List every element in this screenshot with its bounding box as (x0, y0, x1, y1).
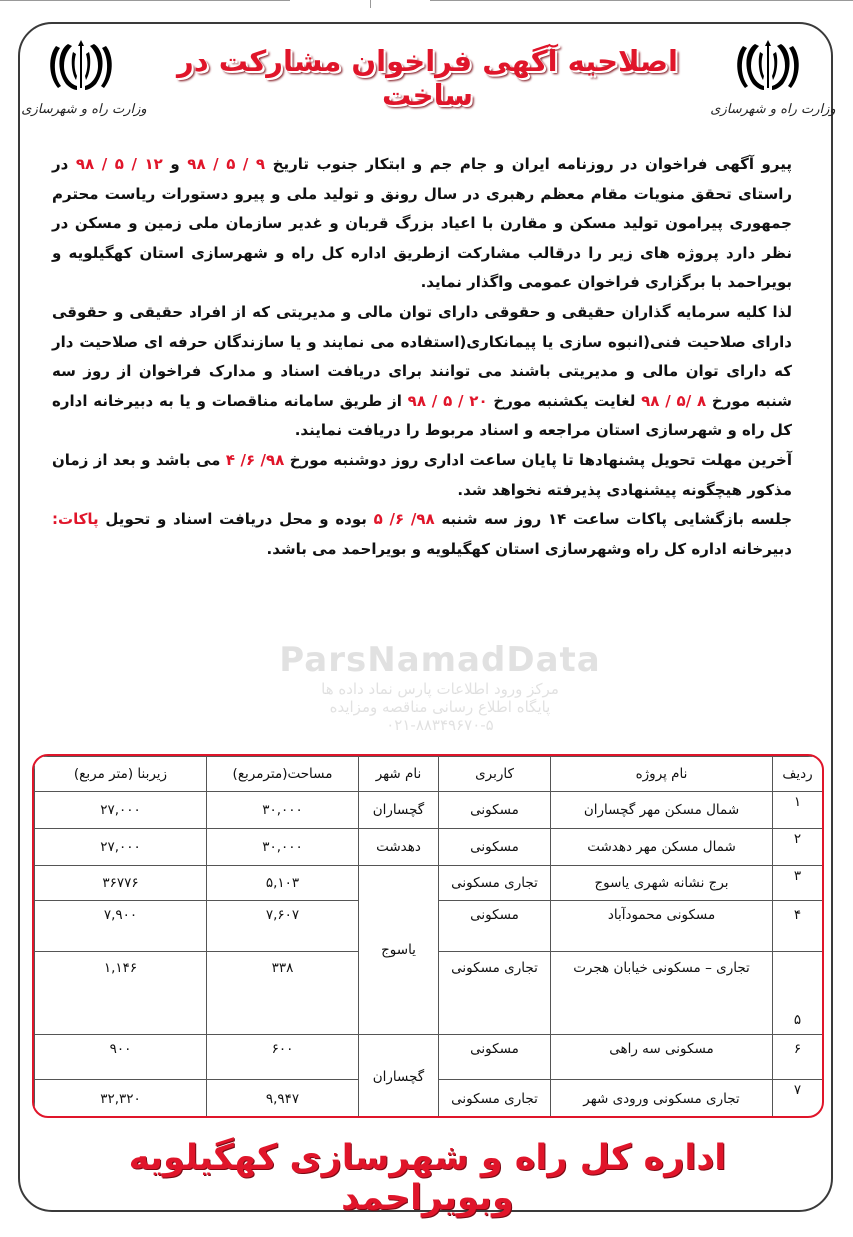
project-built: ۲۷,۰۰۰ (35, 792, 207, 829)
watermark-phone: ۰۲۱-۸۸۳۴۹۶۷۰-۵ (386, 716, 494, 734)
project-usage: تجاری مسکونی (439, 952, 551, 1035)
paragraph-2: لذا کلیه سرمایه گذاران حقیقی و حقوقی دارای توان مالی و مدیریتی که از افراد حقیقی و حقوقی دارای صلاحیت فنی(انبوه سازی یا پیمانکاری(استفاده می نمایند و یا سازندگان حرفه ای صلاحیت دار که دارای توان مالی و مدیریتی باشند می توانند برای دریافت اسناد و مدارک فراخوان از روز سه شنبه مورخ ۸ /۵ / ۹۸ لغایت یکشنبه مورخ ۲۰ / ۵ / ۹۸ از طریق سامانه مناقصات و یا به دبیرخانه اداره کل راه و شهرسازی استان مراجعه و اسناد مربوط را دریافت نمایند. (52, 302, 792, 440)
watermark-line2: پایگاه اطلاع رسانی مناقصه ومزایده (329, 698, 551, 716)
row-number: ۵ (773, 952, 823, 1035)
notice-body (52, 150, 792, 564)
footer-title: اداره کل راه و شهرسازی کهگیلویه وبویراحمد (128, 1138, 727, 1218)
project-built: ۷,۹۰۰ (35, 901, 207, 952)
row-number: ۲ (773, 829, 823, 866)
project-usage: مسکونی (439, 1035, 551, 1080)
date-highlight: ۸ /۵ / ۹۸ (641, 391, 707, 410)
date-highlight: ۹۸/ ۶/ ۴ (225, 450, 285, 469)
table-row (35, 792, 823, 829)
row-number: ۶ (773, 1035, 823, 1080)
project-city: گچساران (359, 792, 439, 829)
date-highlight: ۲۰ / ۵ / ۹۸ (407, 391, 488, 410)
column-header: کاربری (439, 757, 551, 792)
ministry-caption: وزارت راه و شهرسازی (710, 102, 836, 117)
project-name: شمال مسکن مهر گچساران (551, 792, 773, 829)
project-area: ۵,۱۰۳ (207, 866, 359, 901)
project-name: تجاری – مسکونی خیابان هجرت (551, 952, 773, 1035)
project-city: یاسوج (359, 866, 439, 1035)
label-highlight: پاکات: (52, 510, 99, 529)
watermark-line1: مرکز ورود اطلاعات پارس نماد داده ها (321, 680, 559, 698)
column-header: نام شهر (359, 757, 439, 792)
row-number: ۷ (773, 1080, 823, 1119)
paragraph-1: پیرو آگهی فراخوان در روزنامه ایران و جام جم و ابتکار جنوب تاریخ ۹ / ۵ / ۹۸ و ۱۲ / ۵ / ۹۸ در راستای تحقق منویات مقام معظم رهبری در سال رونق و تولید ملی و پیرو دستورات ریاست محترم جمهوری پیرامون تولید مسکن و مقارن با اعیاد بزرگ قربان و غدیر سازمان ملی زمین و مسکن در نظر دارد پروژه های زیر را درقالب مشارکت ازطریق اداره کل راه و شهرسازی استان کهگیلویه و بویراحمد با برگزاری فراخوان عمومی واگذار نماید. (52, 155, 792, 292)
iran-emblem-icon (733, 36, 803, 98)
project-usage: تجاری مسکونی (439, 866, 551, 901)
project-name: برج نشانه شهری یاسوج (551, 866, 773, 901)
row-number: ۱ (773, 792, 823, 829)
date-highlight: ۹ / ۵ / ۹۸ (187, 155, 266, 173)
row-number: ۳ (773, 866, 823, 901)
project-name: مسکونی سه راهی (551, 1035, 773, 1080)
table-row (35, 866, 823, 901)
project-name: شمال مسکن مهر دهدشت (551, 829, 773, 866)
project-usage: مسکونی (439, 792, 551, 829)
paragraph-3: آخرین مهلت تحویل پشنهادها تا پایان ساعت اداری روز دوشنبه مورخ ۹۸/ ۶/ ۴ می باشد و بعد از زمان مذکور هیچگونه پیشنهادی پذیرفته نخواهد شد. (52, 450, 793, 499)
project-built: ۱,۱۴۶ (35, 952, 207, 1035)
project-city: گچساران (359, 1035, 439, 1119)
table-row (35, 829, 823, 866)
project-area: ۹,۹۴۷ (207, 1080, 359, 1119)
project-area: ۳۰,۰۰۰ (207, 829, 359, 866)
project-city: دهدشت (359, 829, 439, 866)
column-header: زیربنا (متر مربع) (35, 757, 207, 792)
project-built: ۳۶۷۷۶ (35, 866, 207, 901)
project-area: ۳۳۸ (207, 952, 359, 1035)
project-usage: مسکونی (439, 901, 551, 952)
project-usage: مسکونی (439, 829, 551, 866)
project-area: ۳۰,۰۰۰ (207, 792, 359, 829)
project-built: ۲۷,۰۰۰ (35, 829, 207, 866)
project-built: ۳۲,۳۲۰ (35, 1080, 207, 1119)
page-title: اصلاحیه آگهی فراخوان مشارکت در ساخت (177, 44, 678, 112)
project-name: مسکونی محمودآباد (551, 901, 773, 952)
column-header: مساحت(مترمربع) (207, 757, 359, 792)
table-header-row (35, 757, 823, 792)
project-usage: تجاری مسکونی (439, 1080, 551, 1119)
project-name: تجاری مسکونی ورودی شهر (551, 1080, 773, 1119)
column-header: ردیف (773, 757, 823, 792)
projects-table-container (32, 754, 824, 1118)
projects-table (34, 756, 823, 1118)
iran-emblem-icon (46, 36, 116, 98)
column-header: نام پروژه (551, 757, 773, 792)
date-highlight: ۹۸/ ۶/ ۵ (373, 510, 435, 529)
date-highlight: ۱۲ / ۵ / ۹۸ (75, 155, 163, 173)
ministry-caption: وزارت راه و شهرسازی (21, 102, 147, 117)
paragraph-4: جلسه بازگشایی پاکات ساعت ۱۴ روز سه شنبه ۹۸/ ۶/ ۵ بوده و محل دریافت اسناد و تحویل پاکات: دبیرخانه اداره کل راه وشهرسازی استان کهگیلویه و بویراحمد می باشد. (52, 510, 793, 558)
project-area: ۷,۶۰۷ (207, 901, 359, 952)
top-cut-lines (0, 0, 853, 8)
row-number: ۴ (773, 901, 823, 952)
project-built: ۹۰۰ (35, 1035, 207, 1080)
project-area: ۶۰۰ (207, 1035, 359, 1080)
watermark-brand: ParsNamadData (279, 640, 601, 680)
table-row (35, 1035, 823, 1080)
